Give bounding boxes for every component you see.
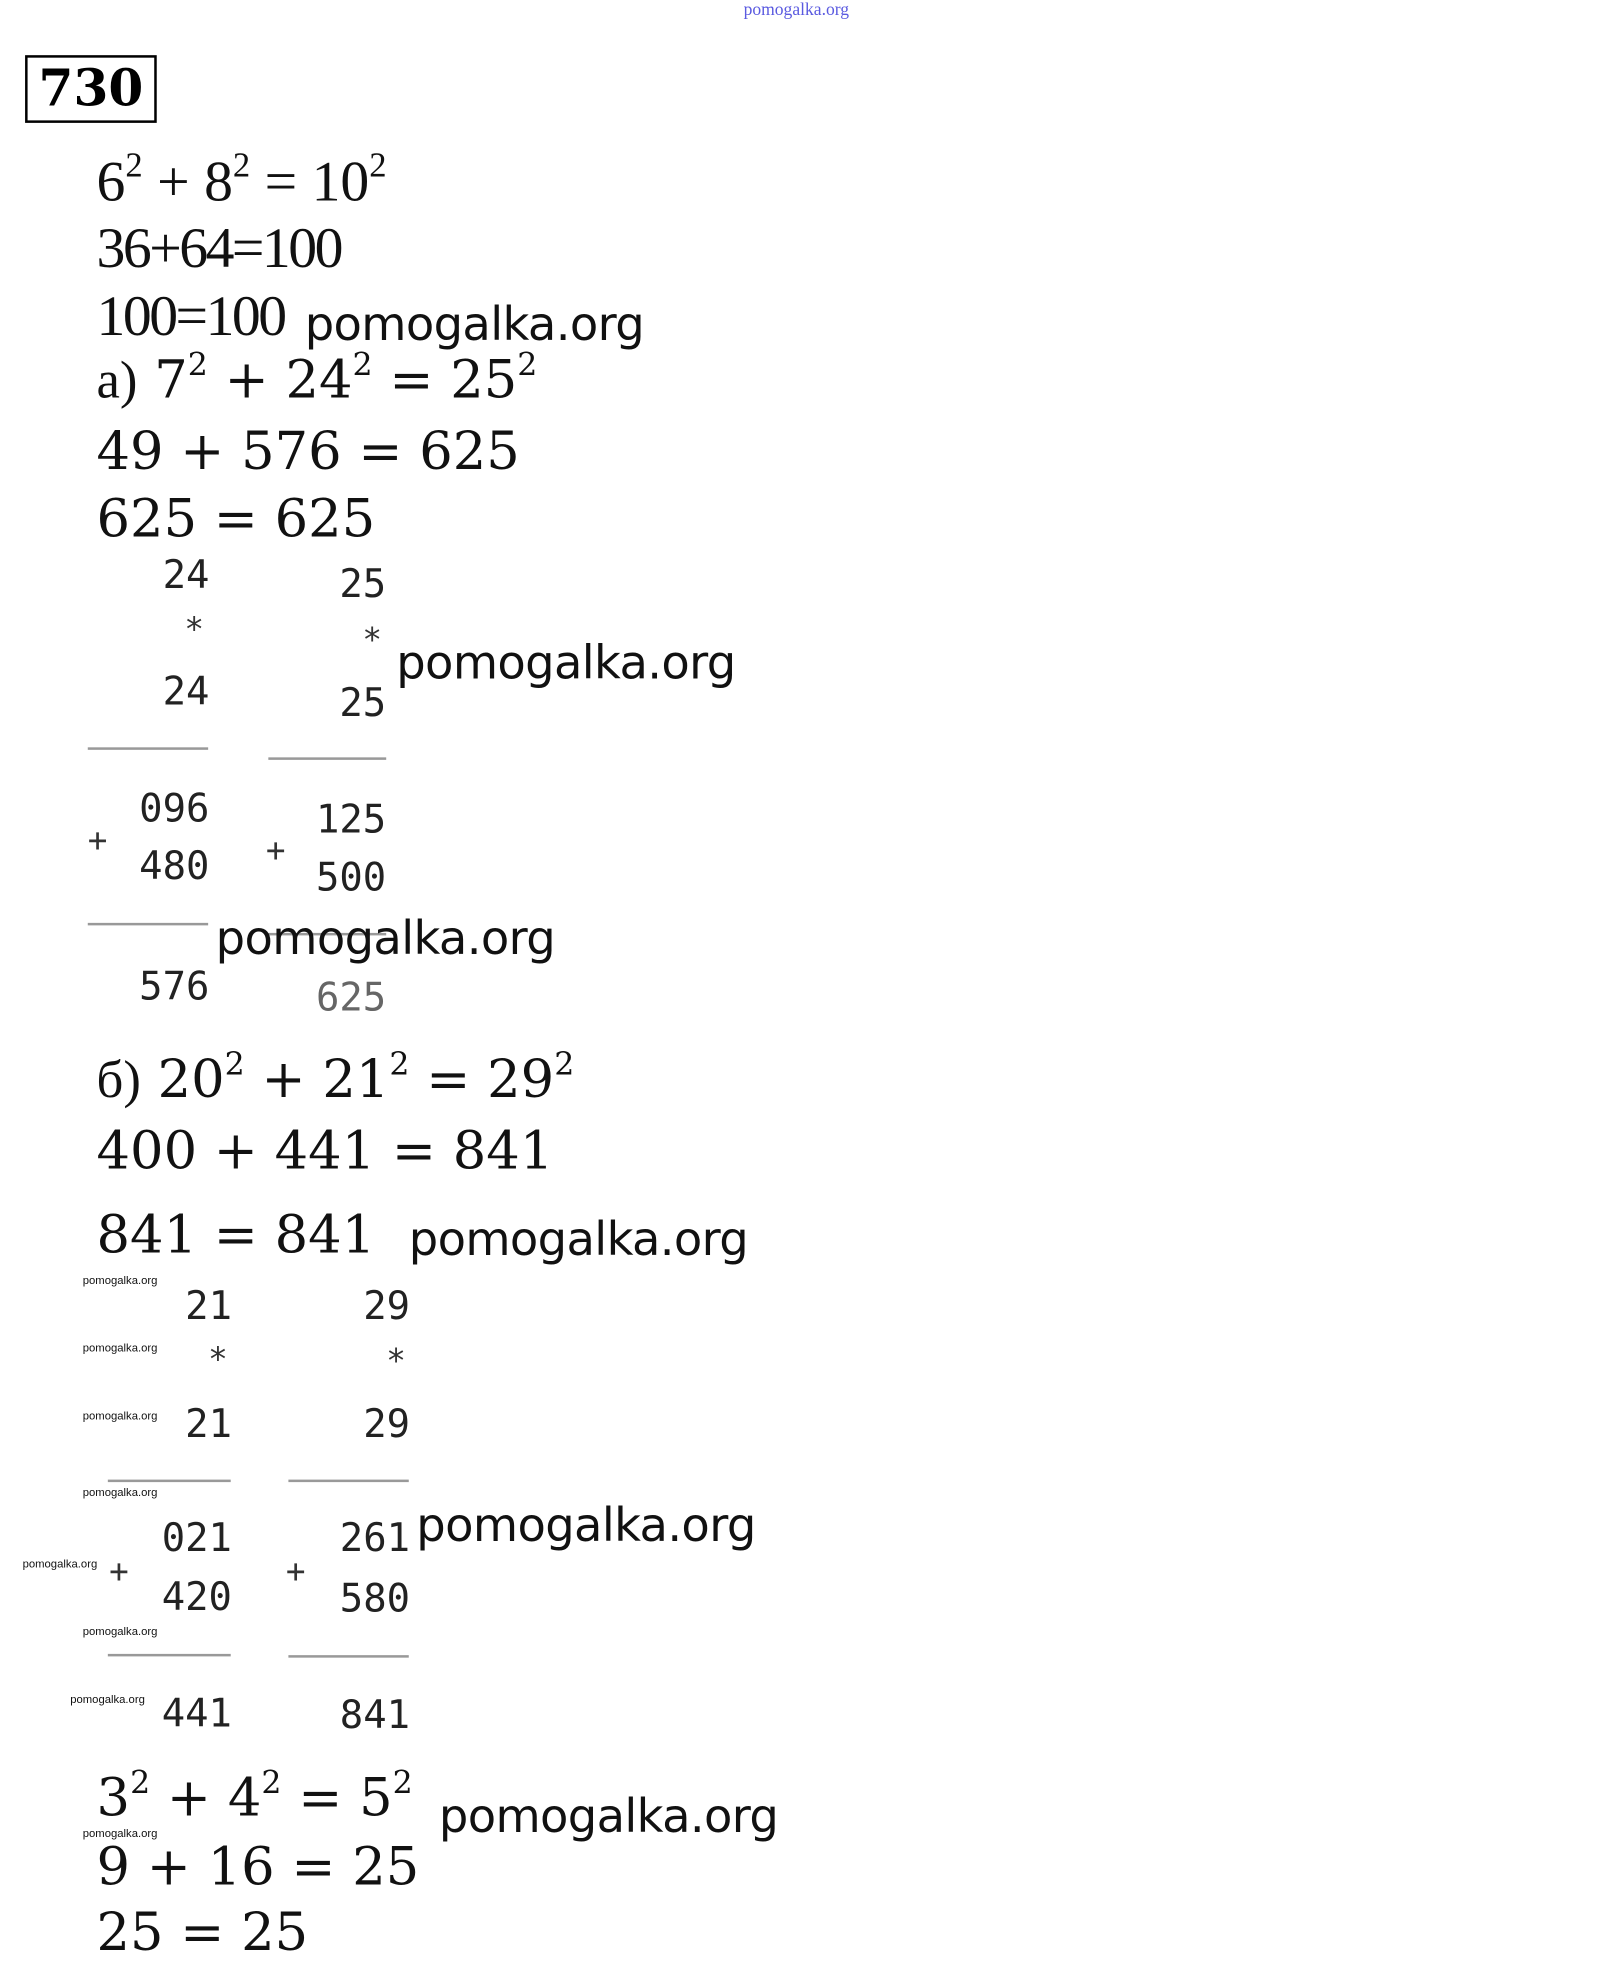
partial-product-1: 096 (139, 786, 210, 832)
watermark: pomogalka.org (438, 1789, 779, 1844)
multiply-sign: * (184, 611, 204, 650)
multiplicand: 21 (185, 1283, 232, 1330)
watermark-small: pomogalka.org (82, 1341, 158, 1355)
partial-product-2: 580 (339, 1576, 411, 1622)
watermark-small: pomogalka.org (82, 1625, 158, 1638)
plus-sign: + (285, 1553, 306, 1592)
multiplier: 25 (339, 680, 387, 727)
part-b-line-3: 841 = 841 (96, 1203, 376, 1266)
intro-line-3: 100=100 (96, 283, 285, 348)
product: 576 (139, 964, 210, 1010)
plus-sign: + (109, 1553, 129, 1592)
top-watermark: pomogalka.org (743, 1, 850, 21)
product: 841 (339, 1692, 411, 1738)
watermark-small: pomogalka.org (22, 1557, 98, 1570)
multiplicand: 24 (162, 552, 210, 599)
equation-final: $3^2 + 4^2 = 5^2$ (96, 1764, 413, 1829)
multiply-sign: * (386, 1342, 406, 1381)
equation-intro: $6^2 + 8^2 = 10^2$ (96, 145, 387, 214)
equation-a: а) $7^2 + 24^2 = 25^2$ (96, 346, 538, 411)
watermark-small: pomogalka.org (82, 1485, 158, 1499)
part-a-line-2: 49 + 576 = 625 (96, 420, 520, 482)
final-line-3: 25 = 25 (96, 1900, 309, 1963)
partial-product-2: 480 (139, 843, 210, 890)
multiplier: 29 (363, 1401, 411, 1448)
watermark-small: pomogalka.org (82, 1826, 158, 1840)
watermark: pomogalka.org (416, 1498, 756, 1553)
product: 441 (161, 1691, 232, 1737)
watermark-small: pomogalka.org (82, 1273, 158, 1287)
partial-product-1: 021 (161, 1515, 232, 1562)
product: 625 (315, 975, 387, 1021)
partial-product-1: 261 (339, 1515, 411, 1562)
divider (108, 1654, 231, 1657)
partial-product-1: 125 (315, 797, 387, 843)
watermark-small: pomogalka.org (82, 1409, 158, 1422)
multiplier: 24 (162, 669, 210, 715)
watermark: pomogalka.org (304, 297, 645, 352)
intro-line-2: 36+64=100 (96, 215, 341, 280)
divider (88, 923, 208, 926)
divider (108, 1480, 231, 1483)
part-b-line-2: 400 + 441 = 841 (96, 1119, 554, 1182)
divider (288, 1480, 408, 1483)
partial-product-2: 500 (315, 855, 387, 901)
watermark: pomogalka.org (408, 1212, 749, 1267)
divider (288, 1655, 408, 1658)
divider (88, 747, 208, 750)
multiplicand: 25 (339, 561, 387, 607)
multiplicand: 29 (363, 1283, 411, 1330)
final-line-2: 9 + 16 = 25 (96, 1835, 420, 1898)
watermark: pomogalka.org (396, 635, 736, 690)
plus-sign: + (87, 822, 108, 861)
multiply-sign: * (208, 1341, 228, 1380)
watermark-small: pomogalka.org (70, 1692, 145, 1706)
multiplier: 21 (185, 1401, 232, 1448)
equation-b: б) $20^2 + 21^2 = 29^2$ (96, 1046, 575, 1110)
part-a-line-3: 625 = 625 (96, 487, 376, 550)
watermark: pomogalka.org (215, 911, 556, 966)
problem-number: 730 (25, 55, 157, 123)
divider (268, 757, 386, 760)
multiply-sign: * (362, 621, 383, 660)
partial-product-2: 420 (161, 1574, 232, 1621)
plus-sign: + (265, 832, 286, 871)
